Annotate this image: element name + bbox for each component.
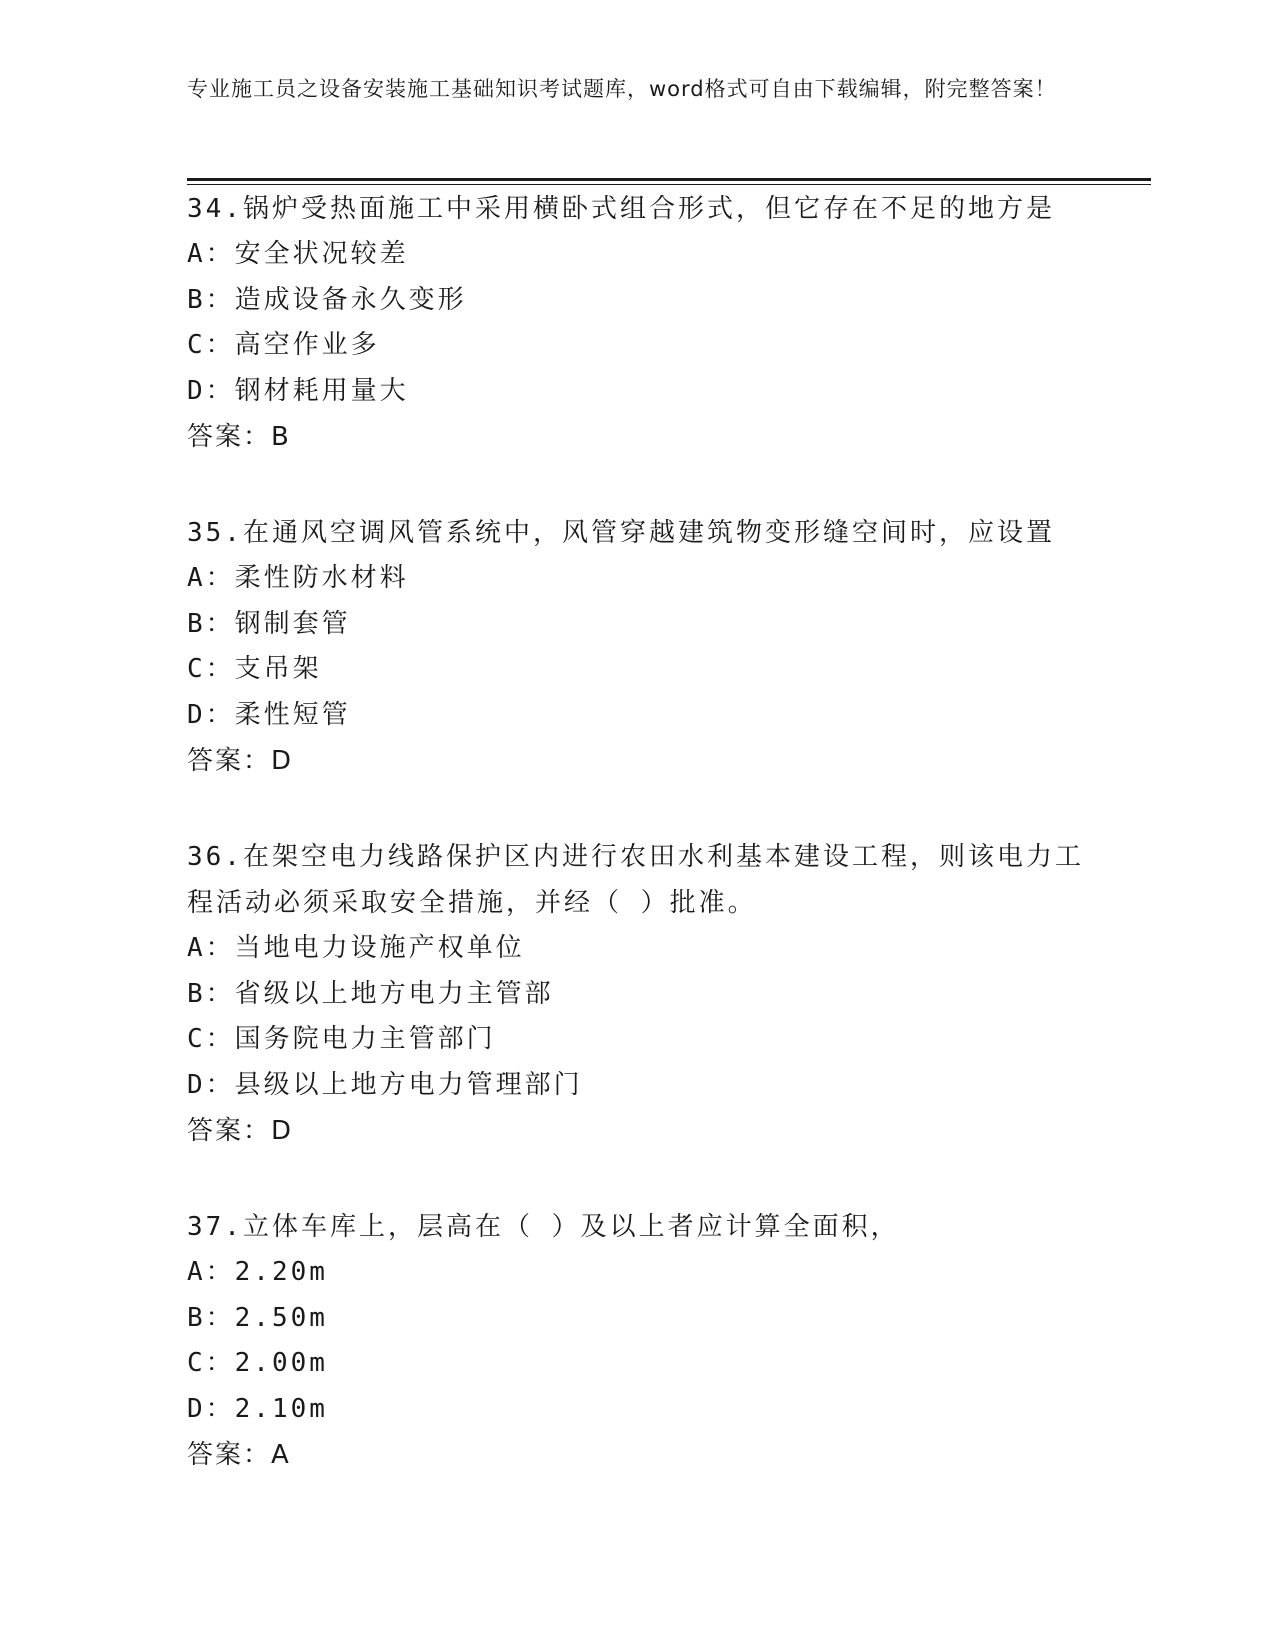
header-divider-thick: [187, 178, 1151, 181]
option-c: C：高空作业多: [187, 330, 380, 360]
question-stem: 34.锅炉受热面施工中采用横卧式组合形式，但它存在不足的地方是: [187, 194, 1055, 224]
answer-label: 答案：B: [187, 422, 291, 452]
question-37: [187, 1204, 1087, 1478]
question-stem: 35.在通风空调风管系统中，风管穿越建筑物变形缝空间时，应设置: [187, 518, 1055, 548]
option-b: B：省级以上地方电力主管部: [187, 978, 554, 1009]
answer-label: 答案：D: [187, 746, 294, 776]
option-a: A：柔性防水材料: [187, 563, 409, 593]
question-stem: 37.立体车库上，层高在（ ）及以上者应计算全面积，: [187, 1212, 900, 1242]
option-d: D：2.10m: [187, 1393, 328, 1424]
option-d: D：县级以上地方电力管理部门: [187, 1069, 583, 1100]
option-a: A：当地电力设施产权单位: [187, 933, 525, 963]
option-c: C：国务院电力主管部门: [187, 1024, 496, 1054]
header-divider-thin: [187, 184, 1151, 185]
question-list: [187, 186, 1087, 1528]
document-header: 专业施工员之设备安装施工基础知识考试题库，word格式可自由下载编辑，附完整答案！: [187, 77, 1057, 101]
answer-label: 答案：A: [187, 1440, 291, 1470]
question-36: [187, 834, 1087, 1154]
option-b: B：2.50m: [187, 1302, 328, 1333]
option-d: D：钢材耗用量大: [187, 375, 409, 406]
option-d: D：柔性短管: [187, 699, 351, 730]
question-34: [187, 186, 1087, 460]
option-a: A：安全状况较差: [187, 239, 409, 269]
option-a: A：2.20m: [187, 1257, 328, 1287]
option-b: B：造成设备永久变形: [187, 284, 467, 315]
question-35: [187, 510, 1087, 784]
option-b: B：钢制套管: [187, 608, 351, 639]
question-stem: 36.在架空电力线路保护区内进行农田水利基本建设工程，则该电力工程活动必须采取安全措施，并经（ ）批准。: [187, 842, 1084, 918]
answer-label: 答案：D: [187, 1116, 294, 1146]
option-c: C：支吊架: [187, 654, 322, 684]
option-c: C：2.00m: [187, 1348, 328, 1378]
